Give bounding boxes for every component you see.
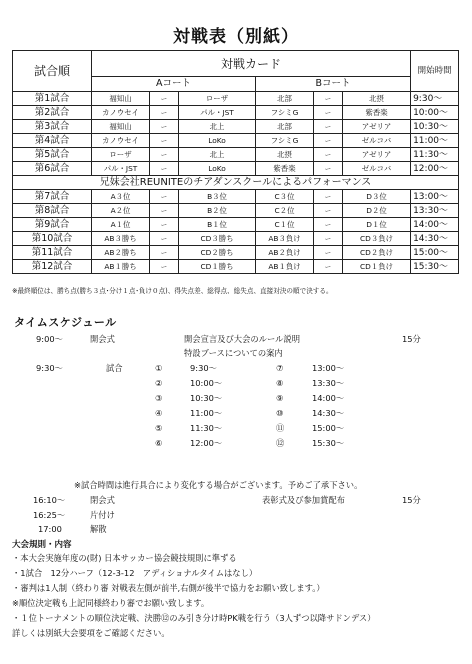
slot-number: ①	[155, 363, 163, 373]
court-b-team-2: D３位	[343, 190, 411, 204]
court-a-team-1: カノウセイ	[92, 106, 150, 120]
court-a-team-2: ローザ	[179, 92, 256, 106]
court-b-team-1: 北摂	[256, 148, 314, 162]
court-a-team-2: LoKo	[179, 134, 256, 148]
open-desc-2: 特設ブースについての案内	[184, 348, 283, 358]
slot-time: 11:30～	[190, 423, 223, 433]
slot-number: ⑤	[155, 423, 163, 433]
match-order: 第11試合	[13, 246, 92, 260]
court-b-vs: ー	[314, 260, 343, 274]
court-b-team-2: ゼルコバ	[343, 134, 411, 148]
slot-number: ⑪	[276, 423, 285, 433]
court-b-team-2: CD１負け	[343, 260, 411, 274]
table-body-bottom	[13, 190, 459, 274]
slot-time: 15:00～	[312, 423, 345, 433]
table-row	[13, 162, 459, 176]
court-b-team-2: ゼルコバ	[343, 162, 411, 176]
court-a-vs: ー	[150, 120, 179, 134]
court-b-team-2: CD３負け	[343, 232, 411, 246]
slot-time: 10:30～	[190, 393, 223, 403]
slot-time: 13:00～	[312, 363, 345, 373]
court-a-team-1: AB２勝ち	[92, 246, 150, 260]
rule-line: ・審判は1人制（終わり審 対戦表左側が前半,右側が後半で協力をお願い致します。）	[12, 583, 325, 593]
court-b-vs: ー	[314, 106, 343, 120]
court-b-vs: ー	[314, 232, 343, 246]
match-start-time: 11:30～	[411, 148, 459, 162]
slot-number: ④	[155, 408, 163, 418]
table-row	[13, 134, 459, 148]
match-order: 第7試合	[13, 190, 92, 204]
court-a-team-2: B１位	[179, 218, 256, 232]
court-b-team-1: AB１負け	[256, 260, 314, 274]
court-b-vs: ー	[314, 92, 343, 106]
match-label: 試合	[106, 363, 123, 373]
slot-number: ⑥	[155, 438, 163, 448]
court-b-vs: ー	[314, 162, 343, 176]
match-start-time: 14:00～	[411, 218, 459, 232]
rule-line: ・１位トーナメントの順位決定戦、決勝⑫のみ引き分け時PK戦を行う（3人ずつ以降サドンデス）	[12, 613, 376, 623]
match-start-time: 15:30～	[411, 260, 459, 274]
court-b-team-2: 北摂	[343, 92, 411, 106]
table-row	[13, 106, 459, 120]
court-a-team-1: 福知山	[92, 92, 150, 106]
court-a-vs: ー	[150, 190, 179, 204]
slot-time: 10:00～	[190, 378, 223, 388]
court-b-vs: ー	[314, 134, 343, 148]
table-row	[13, 120, 459, 134]
slot-time: 15:30～	[312, 438, 345, 448]
court-a-team-1: AB３勝ち	[92, 232, 150, 246]
court-b-team-2: アゼリア	[343, 148, 411, 162]
match-order: 第9試合	[13, 218, 92, 232]
slot-number: ⑩	[276, 408, 284, 418]
slot-number: ⑫	[276, 438, 285, 448]
match-order: 第12試合	[13, 260, 92, 274]
page-title: 対戦表（別紙）	[173, 27, 299, 47]
rules-title: 大会規則・内容	[12, 540, 72, 550]
header-court-a: Aコート	[92, 77, 256, 92]
table-row	[13, 204, 459, 218]
court-a-vs: ー	[150, 92, 179, 106]
match-order: 第6試合	[13, 162, 92, 176]
court-b-team-1: 北部	[256, 120, 314, 134]
court-a-vs: ー	[150, 246, 179, 260]
court-a-team-2: CD２勝ち	[179, 246, 256, 260]
slot-time: 11:00～	[190, 408, 223, 418]
slot-number: ②	[155, 378, 163, 388]
close-duration: 15分	[402, 495, 421, 505]
court-b-vs: ー	[314, 148, 343, 162]
court-a-team-2: パル・JST	[179, 106, 256, 120]
close-time: 16:10～	[33, 495, 66, 505]
match-order: 第10試合	[13, 232, 92, 246]
slot-number: ③	[155, 393, 163, 403]
slot-time: 12:00～	[190, 438, 223, 448]
court-a-vs: ー	[150, 106, 179, 120]
court-b-team-1: C１位	[256, 218, 314, 232]
match-start-time: 15:00～	[411, 246, 459, 260]
match-schedule-table	[12, 50, 459, 274]
court-a-team-2: B３位	[179, 190, 256, 204]
match-start-time: 13:00～	[411, 190, 459, 204]
match-order: 第4試合	[13, 134, 92, 148]
dismiss-time: 17:00	[38, 524, 62, 534]
match-start-time: 14:30～	[411, 232, 459, 246]
court-b-team-1: AB３負け	[256, 232, 314, 246]
court-a-team-2: B２位	[179, 204, 256, 218]
rule-line: 詳しくは別紙大会要項をご確認ください。	[12, 628, 170, 638]
header-court-b: Bコート	[256, 77, 411, 92]
match-start-time: 11:00～	[411, 134, 459, 148]
court-a-vs: ー	[150, 148, 179, 162]
court-a-vs: ー	[150, 260, 179, 274]
court-a-team-1: パル・JST	[92, 162, 150, 176]
match-start-time: 13:30～	[411, 204, 459, 218]
slot-number: ⑦	[276, 363, 284, 373]
rule-line: ・本大会実施年度の(財) 日本サッカー協会競技規則に準ずる	[12, 553, 237, 563]
court-b-team-2: CD２負け	[343, 246, 411, 260]
schedule-title: タイムスケジュール	[14, 316, 117, 329]
court-a-team-2: LoKo	[179, 162, 256, 176]
open-time: 9:00～	[36, 334, 63, 344]
court-a-vs: ー	[150, 134, 179, 148]
court-b-team-1: 紫香楽	[256, 162, 314, 176]
court-a-team-1: 福知山	[92, 120, 150, 134]
court-b-vs: ー	[314, 120, 343, 134]
court-a-vs: ー	[150, 218, 179, 232]
cleanup-time: 16:25～	[33, 510, 66, 520]
table-row	[13, 190, 459, 204]
open-desc-1: 開会宣言及び大会のルール説明	[184, 334, 300, 344]
rule-line: ※順位決定戦も上記同様終わり審でお願い致します。	[12, 598, 210, 608]
ranking-note: ※最終順位は、勝ち点(勝ち３点･分け１点･負け０点)、得失点差、総得点、総失点、直接対決の順で決する。	[12, 287, 333, 295]
court-a-team-2: 北上	[179, 148, 256, 162]
match-order: 第1試合	[13, 92, 92, 106]
header-order: 試合順	[13, 51, 92, 92]
dismiss-label: 解散	[90, 524, 107, 534]
court-b-team-1: AB２負け	[256, 246, 314, 260]
table-row	[13, 218, 459, 232]
court-a-team-2: 北上	[179, 120, 256, 134]
court-a-vs: ー	[150, 162, 179, 176]
slot-time: 9:30～	[190, 363, 217, 373]
court-a-team-1: カノウセイ	[92, 134, 150, 148]
open-duration: 15分	[402, 334, 421, 344]
court-b-vs: ー	[314, 246, 343, 260]
court-a-vs: ー	[150, 232, 179, 246]
court-b-team-1: C２位	[256, 204, 314, 218]
match-order: 第2試合	[13, 106, 92, 120]
match-start-time: 9:30～	[411, 92, 459, 106]
court-b-vs: ー	[314, 204, 343, 218]
table-body-top	[13, 92, 459, 176]
time-change-note: ※試合時間は進行具合により変化する場合がございます。予めご了承下さい。	[74, 480, 363, 490]
table-row	[13, 92, 459, 106]
open-label: 開会式	[90, 334, 115, 344]
table-row	[13, 148, 459, 162]
match-start-time: 12:00～	[411, 162, 459, 176]
court-a-team-1: AB１勝ち	[92, 260, 150, 274]
close-label: 閉会式	[90, 495, 115, 505]
slot-time: 14:30～	[312, 408, 345, 418]
court-b-team-1: フシミG	[256, 134, 314, 148]
header-start-time: 開始時間	[411, 51, 459, 92]
court-a-vs: ー	[150, 204, 179, 218]
court-a-team-1: A２位	[92, 204, 150, 218]
slot-time: 14:00～	[312, 393, 345, 403]
table-row	[13, 260, 459, 274]
court-b-vs: ー	[314, 218, 343, 232]
court-a-team-1: A１位	[92, 218, 150, 232]
court-b-team-2: D１位	[343, 218, 411, 232]
court-b-team-1: フシミG	[256, 106, 314, 120]
court-b-vs: ー	[314, 190, 343, 204]
match-start-time: 10:00～	[411, 106, 459, 120]
court-a-team-1: A３位	[92, 190, 150, 204]
slot-time: 13:30～	[312, 378, 345, 388]
court-b-team-2: アゼリア	[343, 120, 411, 134]
close-desc: 表彰式及び参加賞配布	[262, 495, 345, 505]
match-order: 第5試合	[13, 148, 92, 162]
table-row	[13, 246, 459, 260]
court-b-team-1: 北部	[256, 92, 314, 106]
match-order: 第3試合	[13, 120, 92, 134]
rule-line: ・1試合 12分ハーフ（12-3-12 アディショナルタイムはなし）	[12, 568, 258, 578]
court-b-team-1: C３位	[256, 190, 314, 204]
performance-banner: 兄妹会社REUNITEのチアダンスクールによるパフォーマンス	[13, 176, 459, 190]
court-b-team-2: D２位	[343, 204, 411, 218]
match-order: 第8試合	[13, 204, 92, 218]
table-row	[13, 232, 459, 246]
match-time: 9:30～	[36, 363, 63, 373]
court-b-team-2: 紫香楽	[343, 106, 411, 120]
court-a-team-2: CD３勝ち	[179, 232, 256, 246]
cleanup-label: 片付け	[90, 510, 115, 520]
slot-number: ⑧	[276, 378, 284, 388]
court-a-team-2: CD１勝ち	[179, 260, 256, 274]
match-start-time: 10:30～	[411, 120, 459, 134]
header-match-card: 対戦カード	[92, 51, 411, 77]
court-a-team-1: ローザ	[92, 148, 150, 162]
slot-number: ⑨	[276, 393, 284, 403]
